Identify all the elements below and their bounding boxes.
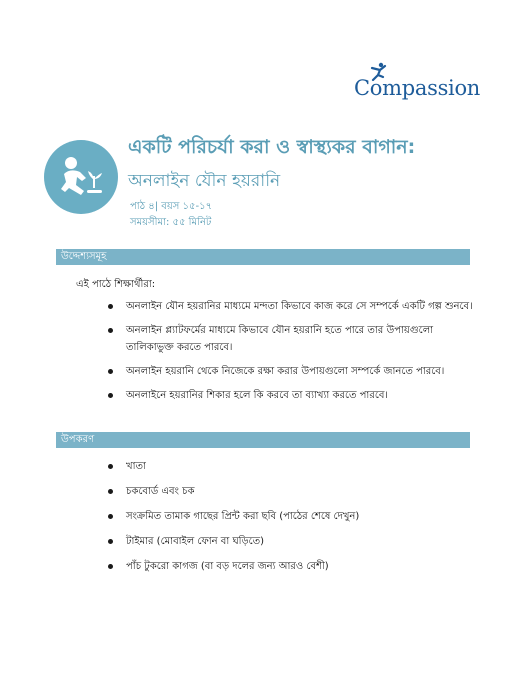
lesson-duration: সময়সীমা: ৫৫ মিনিট — [130, 217, 212, 228]
objectives-list — [108, 298, 476, 411]
child-planting-icon — [44, 140, 118, 214]
list-item: অনলাইন যৌন হয়রানির মাধ্যমে মন্দতা কিভাবে কাজ করে সে সম্পর্কে একটি গল্প শুনবে। — [108, 298, 476, 315]
list-item: অনলাইনে হয়রানির শিকার হলে কি করবে তা ব্যাখ্যা করতে পারবে। — [108, 387, 476, 404]
logo-text: Compassion — [354, 76, 481, 100]
list-item: খাতা — [108, 458, 359, 475]
lesson-title: একটি পরিচর্যা করা ও স্বাস্থ্যকর বাগান: — [128, 136, 416, 158]
list-item: অনলাইন হয়রানি থেকে নিজেকে রক্ষা করার উপায়গুলো সম্পর্কে জানতে পারবে। — [108, 363, 476, 380]
objectives-intro: এই পাঠে শিক্ষার্থীরা: — [76, 279, 156, 290]
lesson-subtitle: অনলাইন যৌন হয়রানি — [128, 171, 281, 191]
objectives-header: উদ্দেশ্যসমূহ — [56, 249, 470, 265]
lesson-age-info: পাঠ ৪| বয়স ১৫-১৭ — [130, 201, 213, 212]
list-item: সংক্রমিত তামাক গাছের প্রিন্ট করা ছবি (পাঠের শেষে দেখুন) — [108, 508, 359, 525]
list-item: চকবোর্ড এবং চক — [108, 483, 359, 500]
list-item: অনলাইন প্ল্যাটফর্মের মাধ্যমে কিভাবে যৌন হয়রানি হতে পারে তার উপায়গুলো তালিকাভুক্ত করতে পারবে। — [108, 322, 476, 356]
materials-list — [108, 458, 359, 583]
list-item: টাইমার (মোবাইল ফোন বা ঘড়িতে) — [108, 533, 359, 550]
list-item: পাঁচ টুকরো কাগজ (বা বড় দলের জন্য আরও বেশী) — [108, 558, 359, 575]
materials-header: উপকরণ — [56, 432, 470, 448]
compassion-logo — [352, 62, 481, 102]
